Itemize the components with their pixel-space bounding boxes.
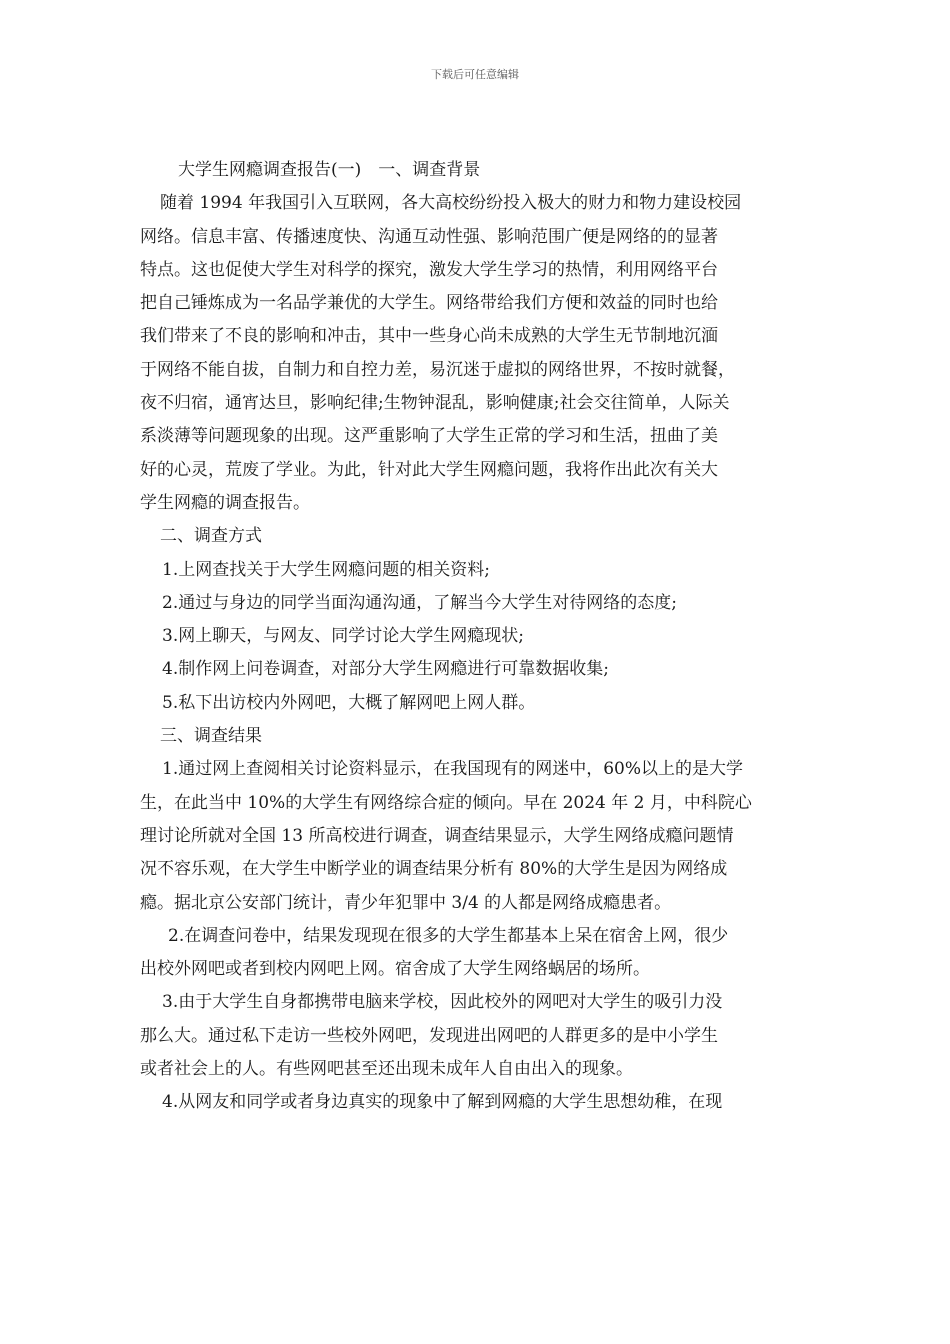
list-item: 2.通过与身边的同学当面沟通沟通，了解当今大学生对待网络的态度; <box>162 592 677 613</box>
paragraph-line: 那么大。通过私下走访一些校外网吧，发现进出网吧的人群更多的是中小学生 <box>140 1025 718 1046</box>
paragraph-line: 好的心灵，荒废了学业。为此，针对此大学生网瘾问题，我将作出此次有关大 <box>140 459 718 480</box>
paragraph-line: 生，在此当中 10%的大学生有网络综合症的倾向。早在 2024 年 2 月，中科院心 <box>140 792 752 813</box>
paragraph-line: 特点。这也促使大学生对科学的探究，激发大学生学习的热情，利用网络平台 <box>140 259 718 280</box>
paragraph-line: 学生网瘾的调查报告。 <box>140 492 310 513</box>
methods-list <box>140 554 812 720</box>
paragraph-line: 3.由于大学生自身都携带电脑来学校，因此校外的网吧对大学生的吸引力没 <box>162 992 723 1013</box>
section-heading-methods: 二、调查方式 <box>160 526 262 547</box>
background-paragraph <box>140 187 812 520</box>
list-item: 5.私下出访校内外网吧，大概了解网吧上网人群。 <box>162 692 536 713</box>
paragraph-line: 夜不归宿，通宵达旦，影响纪律;生物钟混乱，影响健康;社会交往简单，人际关 <box>140 393 730 414</box>
result-paragraph-3 <box>140 986 812 1086</box>
section-heading-results: 三、调查结果 <box>160 726 262 747</box>
result-paragraph-1 <box>140 753 812 919</box>
paragraph-line: 2.在调查问卷中，结果发现现在很多的大学生都基本上呆在宿舍上网，很少 <box>168 925 729 946</box>
header-note: 下载后可任意编辑 <box>431 68 519 81</box>
document-title: 大学生网瘾调查报告(一) 一、调查背景 <box>178 160 481 180</box>
result-paragraph-2 <box>140 920 812 987</box>
paragraph-line: 1.通过网上查阅相关讨论资料显示，在我国现有的网迷中，60%以上的是大学 <box>162 759 744 780</box>
paragraph-line: 我们带来了不良的影响和冲击，其中一些身心尚未成熟的大学生无节制地沉湎 <box>140 326 718 347</box>
list-item: 1.上网查找关于大学生网瘾问题的相关资料; <box>162 559 490 580</box>
paragraph-line: 瘾。据北京公安部门统计，青少年犯罪中 3/4 的人都是网络成瘾患者。 <box>140 892 672 913</box>
result-paragraph-4 <box>140 1086 812 1119</box>
paragraph-line: 网络。信息丰富、传播速度快、沟通互动性强、影响范围广便是网络的的显著 <box>140 226 718 247</box>
list-item: 4.制作网上问卷调查，对部分大学生网瘾进行可靠数据收集; <box>162 659 609 680</box>
paragraph-line: 于网络不能自拔，自制力和自控力差，易沉迷于虚拟的网络世界，不按时就餐， <box>140 359 735 380</box>
paragraph-line: 把自己锤炼成为一名品学兼优的大学生。网络带给我们方便和效益的同时也给 <box>140 293 718 314</box>
document-body <box>140 154 812 1120</box>
paragraph-line: 随着 1994 年我国引入互联网，各大高校纷纷投入极大的财力和物力建设校园 <box>160 193 742 214</box>
paragraph-line: 理讨论所就对全国 13 所高校进行调查，调查结果显示，大学生网络成瘾问题情 <box>140 825 734 846</box>
paragraph-line: 或者社会上的人。有些网吧甚至还出现未成年人自由出入的现象。 <box>140 1059 633 1080</box>
paragraph-line: 系淡薄等问题现象的出现。这严重影响了大学生正常的学习和生活，扭曲了美 <box>140 426 718 447</box>
paragraph-line: 4.从网友和同学或者身边真实的现象中了解到网瘾的大学生思想幼稚，在现 <box>162 1092 723 1113</box>
list-item: 3.网上聊天，与网友、同学讨论大学生网瘾现状; <box>162 626 524 647</box>
paragraph-line: 况不容乐观，在大学生中断学业的调查结果分析有 80%的大学生是因为网络成 <box>140 859 728 880</box>
paragraph-line: 出校外网吧或者到校内网吧上网。宿舍成了大学生网络蜗居的场所。 <box>140 959 650 980</box>
